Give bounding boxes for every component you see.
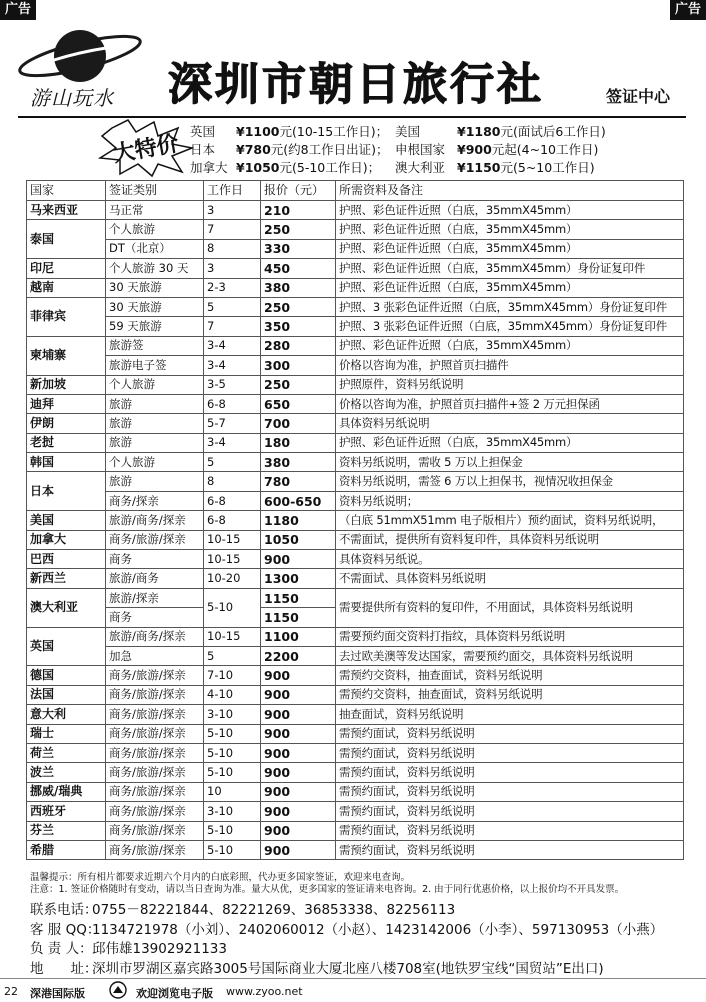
special-price-item	[190, 141, 395, 159]
table-row	[27, 627, 684, 646]
table-row	[27, 317, 684, 336]
country-cell: 老挝	[27, 433, 106, 452]
table-header-cell: 签证类别	[106, 181, 204, 201]
notes-cell: 护照、彩色证件近照（白底，35mmX45mm）	[336, 201, 684, 220]
special-country: 加拿大	[190, 160, 228, 175]
table-row	[27, 297, 684, 316]
contact-value: 1134721978（小刘）、2402060012（小赵）、1423142006（小李）、597130953（小燕）	[92, 921, 664, 938]
price-cell: 450	[261, 259, 336, 278]
visa-type-cell: 商务	[106, 608, 204, 627]
visa-type-cell: 商务/旅游/探亲	[106, 530, 204, 549]
footer-welcome: 欢迎浏览电子版	[136, 987, 213, 1000]
special-price: ¥1150	[457, 160, 501, 175]
workdays-cell: 5-10	[204, 840, 261, 859]
notes-cell: 需预约交资料，抽查面试，资料另纸说明	[336, 685, 684, 704]
table-row	[27, 491, 684, 510]
special-country: 英国	[190, 124, 216, 139]
price-cell: 2200	[261, 646, 336, 665]
workdays-cell: 5	[204, 453, 261, 472]
brand-slogan: 游山玩水	[30, 86, 114, 110]
workdays-cell: 3	[204, 201, 261, 220]
workdays-cell: 10-15	[204, 627, 261, 646]
visa-type-cell: 商务/旅游/探亲	[106, 743, 204, 762]
workdays-cell: 5-10	[204, 588, 261, 627]
table-row	[27, 472, 684, 491]
country-cell: 德国	[27, 666, 106, 685]
notes-cell: 护照、3 张彩色证件近照（白底，35mmX45mm）身份证复印件	[336, 297, 684, 316]
notes-cell: 需预约交资料，抽查面试，资料另纸说明	[336, 666, 684, 685]
country-cell: 荷兰	[27, 743, 106, 762]
visa-type-cell: 个人旅游 30 天	[106, 259, 204, 278]
table-row	[27, 201, 684, 220]
visa-type-cell: 个人旅游	[106, 453, 204, 472]
notes-cell: 需预约面试，资料另纸说明	[336, 763, 684, 782]
visa-type-cell: 旅游/探亲	[106, 588, 204, 607]
notes-cell: 需预约面试，资料另纸说明	[336, 743, 684, 762]
tips	[30, 872, 624, 896]
table-header-cell: 所需资料及备注	[336, 181, 684, 201]
notes-cell: 具体资料另纸说。	[336, 550, 684, 569]
special-price-unit: 元起(4~10工作日)	[491, 142, 599, 157]
price-cell: 650	[261, 394, 336, 413]
workdays-cell: 5-10	[204, 763, 261, 782]
price-cell: 350	[261, 317, 336, 336]
tips-line-2: 注意：1. 签证价格随时有变动，请以当日查询为准。量大从优，更多国家的签证请来电咨询。2. 由于同行优惠价格，以上报价均不开具发票。	[30, 884, 625, 895]
contact-label: 地 址：	[30, 960, 98, 977]
notes-cell: 护照、3 张彩色证件近照（白底，35mmX45mm）身份证复印件	[336, 317, 684, 336]
special-country: 日本	[190, 142, 216, 157]
notes-cell: 去过欧美澳等发达国家，需要预约面交，具体资料另纸说明	[336, 646, 684, 665]
price-cell: 900	[261, 840, 336, 859]
price-cell: 900	[261, 802, 336, 821]
footer-url[interactable]: www.zyoo.net	[226, 985, 303, 998]
special-price: ¥900	[457, 142, 492, 157]
special-price-badge	[98, 118, 194, 178]
table-row	[27, 724, 684, 743]
price-cell: 900	[261, 550, 336, 569]
price-cell: 600-650	[261, 491, 336, 510]
country-cell: 新西兰	[27, 569, 106, 588]
table-row	[27, 743, 684, 762]
workdays-cell: 5-10	[204, 743, 261, 762]
contact-value: 深圳市罗湖区嘉宾路3005号国际商业大厦北座八楼708室(地铁罗宝线“国贸站”E出口)	[92, 960, 604, 977]
special-price-row	[190, 141, 606, 159]
visa-type-cell: 商务/旅游/探亲	[106, 840, 204, 859]
visa-type-cell: 30 天旅游	[106, 278, 204, 297]
country-cell: 马来西亚	[27, 201, 106, 220]
country-cell: 印尼	[27, 259, 106, 278]
notes-cell: 价格以咨询为准，护照首页扫描件+签 2 万元担保函	[336, 394, 684, 413]
special-price-item	[190, 123, 395, 141]
notes-cell: 不需面试，提供所有资料复印件，具体资料另纸说明	[336, 530, 684, 549]
table-row	[27, 278, 684, 297]
special-badge-text: 大特价	[111, 131, 181, 168]
country-cell: 波兰	[27, 763, 106, 782]
workdays-cell: 6-8	[204, 511, 261, 530]
workdays-cell: 3	[204, 259, 261, 278]
workdays-cell: 4-10	[204, 685, 261, 704]
visa-type-cell: 马正常	[106, 201, 204, 220]
table-row	[27, 239, 684, 258]
table-row	[27, 782, 684, 801]
table-header-cell: 工作日	[204, 181, 261, 201]
ad-label-left: 广告	[0, 0, 36, 20]
visa-type-cell: 旅游	[106, 433, 204, 452]
workdays-cell: 8	[204, 239, 261, 258]
table-row	[27, 530, 684, 549]
special-price-unit: 元(5~10工作日)	[500, 160, 595, 175]
workdays-cell: 3-4	[204, 336, 261, 355]
workdays-cell: 3-4	[204, 433, 261, 452]
contact-label: 负 责 人：	[30, 941, 93, 958]
special-price: ¥780	[236, 142, 271, 157]
price-cell: 380	[261, 278, 336, 297]
table-header-cell: 国家	[27, 181, 106, 201]
price-cell: 250	[261, 297, 336, 316]
visa-type-cell: 旅游/商务/探亲	[106, 511, 204, 530]
workdays-cell: 10-20	[204, 569, 261, 588]
price-cell: 1050	[261, 530, 336, 549]
contact-line	[30, 921, 663, 941]
workdays-cell: 5-10	[204, 821, 261, 840]
special-price-item	[395, 123, 606, 141]
price-cell: 210	[261, 201, 336, 220]
visa-type-cell: 商务/旅游/探亲	[106, 763, 204, 782]
notes-cell: 护照、彩色证件近照（白底，35mmX45mm）	[336, 239, 684, 258]
country-cell: 伊朗	[27, 414, 106, 433]
visa-type-cell: 个人旅游	[106, 220, 204, 239]
price-cell: 900	[261, 763, 336, 782]
price-cell: 900	[261, 705, 336, 724]
price-cell: 780	[261, 472, 336, 491]
notes-cell: 资料另纸说明，需收 5 万以上担保金	[336, 453, 684, 472]
notes-cell: 资料另纸说明，需签 6 万以上担保书，视情况收担保金	[336, 472, 684, 491]
price-cell: 1100	[261, 627, 336, 646]
notes-cell: （白底 51mmX51mm 电子版相片）预约面试，资料另纸说明，	[336, 511, 684, 530]
price-cell: 1180	[261, 511, 336, 530]
notes-cell: 不需面试、具体资料另纸说明	[336, 569, 684, 588]
special-country: 申根国家	[395, 142, 446, 157]
price-cell: 330	[261, 239, 336, 258]
country-cell: 瑞士	[27, 724, 106, 743]
country-cell: 巴西	[27, 550, 106, 569]
country-cell: 挪威/瑞典	[27, 782, 106, 801]
workdays-cell: 3-10	[204, 802, 261, 821]
notes-cell: 资料另纸说明；	[336, 491, 684, 510]
special-price-item	[190, 159, 395, 177]
visa-type-cell: 商务/旅游/探亲	[106, 666, 204, 685]
table-row	[27, 453, 684, 472]
notes-cell: 价格以咨询为准，护照首页扫描件	[336, 356, 684, 375]
agency-title: 深圳市朝日旅行社	[168, 59, 544, 110]
workdays-cell: 10-15	[204, 530, 261, 549]
workdays-cell: 3-10	[204, 705, 261, 724]
table-row	[27, 588, 684, 607]
notes-cell: 抽查面试，资料另纸说明	[336, 705, 684, 724]
special-price-row	[190, 159, 606, 177]
table-row	[27, 356, 684, 375]
table-row	[27, 705, 684, 724]
special-price-unit: 元(10-15工作日)；	[279, 124, 389, 139]
visa-type-cell: 旅游	[106, 414, 204, 433]
country-cell: 英国	[27, 627, 106, 666]
special-price-list	[190, 123, 606, 177]
country-cell: 迪拜	[27, 394, 106, 413]
workdays-cell: 7	[204, 220, 261, 239]
price-cell: 280	[261, 336, 336, 355]
price-cell: 900	[261, 782, 336, 801]
visa-type-cell: 旅游电子签	[106, 356, 204, 375]
table-row	[27, 840, 684, 859]
country-cell: 意大利	[27, 705, 106, 724]
contact-line	[30, 901, 663, 921]
workdays-cell: 10	[204, 782, 261, 801]
visa-type-cell: 旅游/商务/探亲	[106, 627, 204, 646]
table-row	[27, 802, 684, 821]
visa-type-cell: 商务/旅游/探亲	[106, 724, 204, 743]
workdays-cell: 5-7	[204, 414, 261, 433]
notes-cell: 需预约面试，资料另纸说明	[336, 782, 684, 801]
table-row	[27, 336, 684, 355]
contact-line	[30, 960, 663, 980]
visa-price-table	[26, 180, 684, 860]
price-cell: 1150	[261, 588, 336, 607]
price-cell: 900	[261, 666, 336, 685]
special-price-item	[395, 159, 595, 177]
table-row	[27, 685, 684, 704]
price-cell: 700	[261, 414, 336, 433]
country-cell: 美国	[27, 511, 106, 530]
special-country: 美国	[395, 124, 421, 139]
workdays-cell: 5	[204, 297, 261, 316]
workdays-cell: 3-5	[204, 375, 261, 394]
table-row	[27, 569, 684, 588]
visa-type-cell: 商务/探亲	[106, 491, 204, 510]
page-number: 22	[4, 985, 18, 998]
notes-cell: 护照、彩色证件近照（白底，35mmX45mm）	[336, 336, 684, 355]
table-header-row	[27, 181, 684, 201]
table-row	[27, 414, 684, 433]
visa-type-cell: 旅游	[106, 394, 204, 413]
special-price-item	[395, 141, 598, 159]
workdays-cell: 7-10	[204, 666, 261, 685]
table-row	[27, 394, 684, 413]
country-cell: 法国	[27, 685, 106, 704]
workdays-cell: 3-4	[204, 356, 261, 375]
contact-value: 邱伟雄13902921133	[92, 941, 227, 958]
price-cell: 900	[261, 685, 336, 704]
price-cell: 1150	[261, 608, 336, 627]
contact-label: 联系电话：	[30, 902, 98, 918]
price-cell: 380	[261, 453, 336, 472]
table-row	[27, 259, 684, 278]
visa-type-cell: 商务	[106, 550, 204, 569]
visa-type-cell: 商务/旅游/探亲	[106, 802, 204, 821]
notes-cell: 具体资料另纸说明	[336, 414, 684, 433]
edition-name: 深港国际版	[30, 987, 85, 1000]
visa-type-cell: 加急	[106, 646, 204, 665]
ad-label-right: 广告	[670, 0, 706, 20]
table-row	[27, 646, 684, 665]
table-row	[27, 511, 684, 530]
price-cell: 180	[261, 433, 336, 452]
workdays-cell: 8	[204, 472, 261, 491]
price-cell: 900	[261, 724, 336, 743]
notes-cell: 需要预约面交资料打指纹，具体资料另纸说明	[336, 627, 684, 646]
agency-subtitle: 签证中心	[606, 87, 671, 106]
visa-type-cell: 旅游签	[106, 336, 204, 355]
country-cell: 越南	[27, 278, 106, 297]
price-cell: 250	[261, 220, 336, 239]
visa-type-cell: 59 天旅游	[106, 317, 204, 336]
notes-cell: 需预约面试，资料另纸说明	[336, 840, 684, 859]
notes-cell: 护照、彩色证件近照（白底，35mmX45mm）	[336, 433, 684, 452]
notes-cell: 护照、彩色证件近照（白底，35mmX45mm）	[336, 220, 684, 239]
country-cell: 日本	[27, 472, 106, 511]
country-cell: 柬埔寨	[27, 336, 106, 375]
country-cell: 泰国	[27, 220, 106, 259]
table-row	[27, 821, 684, 840]
logo-planet-icon	[14, 26, 144, 86]
country-cell: 澳大利亚	[27, 588, 106, 627]
special-price: ¥1180	[457, 124, 501, 139]
price-cell: 300	[261, 356, 336, 375]
visa-type-cell: 商务/旅游/探亲	[106, 782, 204, 801]
visa-type-cell: 旅游/商务	[106, 569, 204, 588]
country-cell: 加拿大	[27, 530, 106, 549]
workdays-cell: 2-3	[204, 278, 261, 297]
table-row	[27, 375, 684, 394]
workdays-cell: 6-8	[204, 491, 261, 510]
workdays-cell: 7	[204, 317, 261, 336]
table-body	[27, 201, 684, 860]
table-header-cell: 报价（元）	[261, 181, 336, 201]
special-price: ¥1050	[236, 160, 280, 175]
table-row	[27, 666, 684, 685]
visa-type-cell: 商务/旅游/探亲	[106, 821, 204, 840]
visa-type-cell: 个人旅游	[106, 375, 204, 394]
country-cell: 新加坡	[27, 375, 106, 394]
notes-cell: 需预约面试，资料另纸说明	[336, 724, 684, 743]
table-row	[27, 763, 684, 782]
country-cell: 菲律宾	[27, 297, 106, 336]
country-cell: 韩国	[27, 453, 106, 472]
visa-type-cell: 旅游	[106, 472, 204, 491]
tips-line-1: 温馨提示：所有相片都要求近期六个月内的白底彩照，代办更多国家签证，欢迎来电查询。	[30, 872, 411, 883]
special-price-unit: 元(约8工作日出证)；	[270, 142, 389, 157]
workdays-cell: 5	[204, 646, 261, 665]
notes-cell: 需要提供所有资料的复印件，不用面试，具体资料另纸说明	[336, 588, 684, 627]
special-price-unit: 元(5-10工作日)；	[279, 160, 381, 175]
notes-cell: 需预约面试，资料另纸说明	[336, 802, 684, 821]
special-price-unit: 元(面试后6工作日)	[500, 124, 606, 139]
price-cell: 250	[261, 375, 336, 394]
visa-type-cell: 商务/旅游/探亲	[106, 705, 204, 724]
workdays-cell: 6-8	[204, 394, 261, 413]
notes-cell: 需预约面试，资料另纸说明	[336, 821, 684, 840]
table-row	[27, 220, 684, 239]
table-row	[27, 433, 684, 452]
special-country: 澳大利亚	[395, 160, 446, 175]
contact-label: 客 服 QQ：	[30, 921, 101, 938]
price-cell: 900	[261, 743, 336, 762]
notes-cell: 护照、彩色证件近照（白底，35mmX45mm）身份证复印件	[336, 259, 684, 278]
special-price-row	[190, 123, 606, 141]
country-cell: 芬兰	[27, 821, 106, 840]
country-cell: 西班牙	[27, 802, 106, 821]
workdays-cell: 10-15	[204, 550, 261, 569]
visa-type-cell: DT（北京）	[106, 239, 204, 258]
price-cell: 900	[261, 821, 336, 840]
visa-type-cell: 商务/旅游/探亲	[106, 685, 204, 704]
notes-cell: 护照、彩色证件近照（白底，35mmX45mm）	[336, 278, 684, 297]
notes-cell: 护照原件，资料另纸说明	[336, 375, 684, 394]
country-cell: 希腊	[27, 840, 106, 859]
contact-line	[30, 940, 663, 960]
footer-logo-icon	[109, 981, 127, 1002]
visa-type-cell: 30 天旅游	[106, 297, 204, 316]
special-price: ¥1100	[236, 124, 280, 139]
table-row	[27, 550, 684, 569]
contact-info	[30, 901, 663, 979]
page-footer	[0, 978, 706, 1001]
workdays-cell: 5-10	[204, 724, 261, 743]
contact-value: 0755－82221844、82221269、36853338、82256113	[92, 902, 456, 918]
price-cell: 1300	[261, 569, 336, 588]
